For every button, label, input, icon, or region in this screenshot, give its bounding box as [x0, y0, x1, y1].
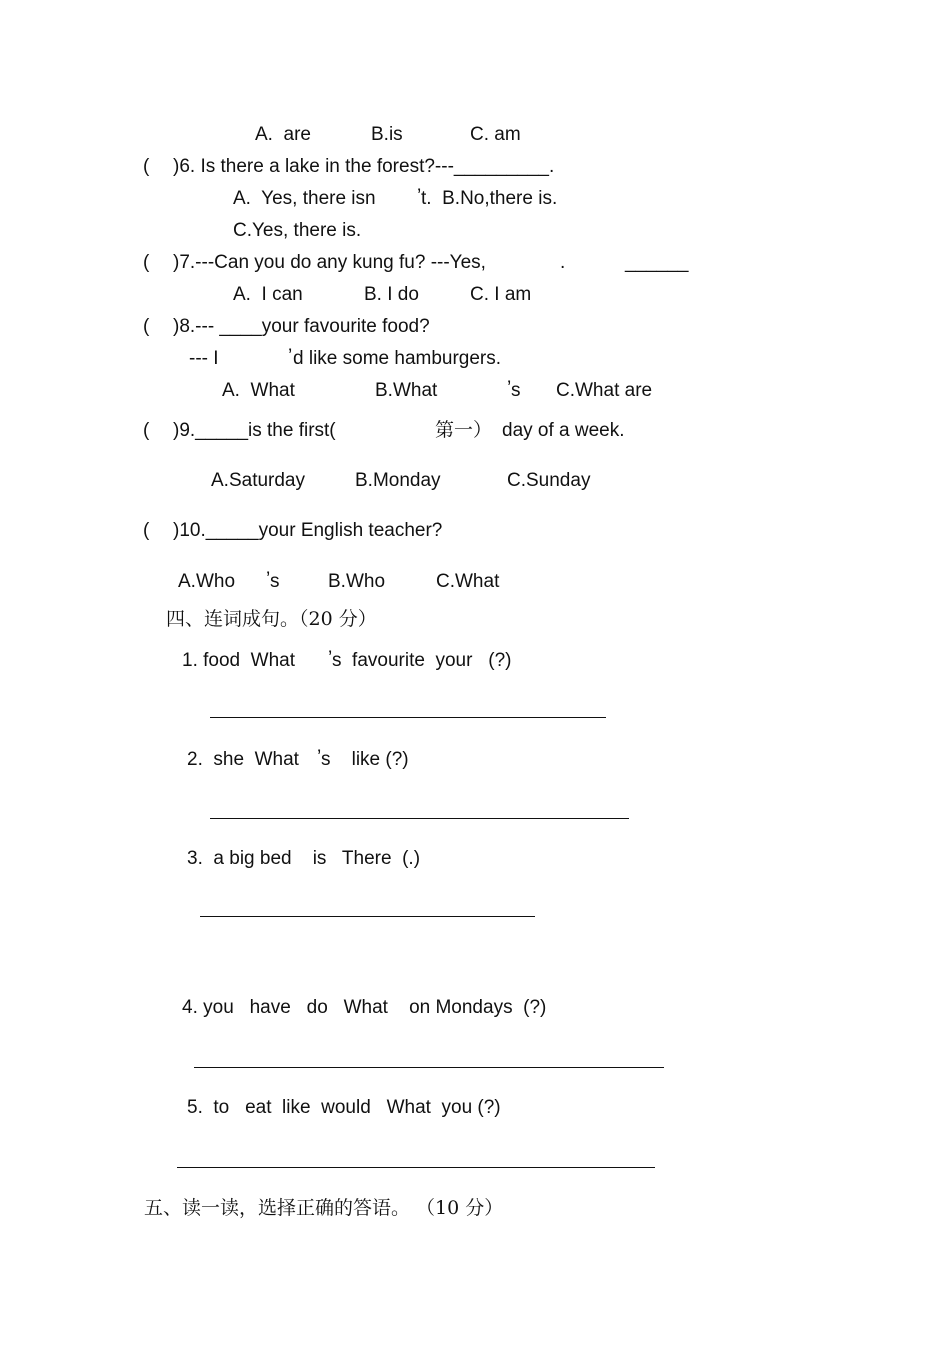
q6-option-b: t. B.No,there is. — [421, 188, 558, 209]
s4-item2-answer-line — [210, 818, 629, 819]
q6-answer-paren: ( — [143, 156, 150, 177]
q6-question: )6. Is there a lake in the forest?---_________. — [173, 156, 555, 177]
s4-item5: 5. to eat like would What you (?) — [187, 1097, 501, 1118]
q8-reply-start: --- I — [189, 348, 219, 369]
q7-blank: ______ — [625, 252, 689, 273]
q7-question: )7.---Can you do any kung fu? ---Yes, — [173, 252, 486, 273]
q9-chinese-gloss: 第一） — [435, 419, 493, 441]
q6-apostrophe: ’ — [417, 186, 422, 207]
q10-option-c: C.What — [436, 571, 500, 592]
section5-heading: 五、读一读，选择正确的答语。 （10 分） — [144, 1197, 504, 1219]
q8-option-c: C.What are — [556, 380, 653, 401]
q8-option-a: A. What — [222, 380, 295, 401]
q8-option-b-end: s — [511, 380, 521, 401]
s4-item2-apostrophe: ’ — [317, 747, 322, 768]
q5-option-c: C. am — [470, 124, 521, 145]
q7-option-c: C. I am — [470, 284, 532, 305]
s4-item3: 3. a big bed is There (.) — [187, 848, 421, 869]
s4-item3-answer-line — [200, 916, 535, 917]
q8-option-b: B.What — [375, 380, 438, 401]
q6-option-c: C.Yes, there is. — [233, 220, 362, 241]
q7-option-a: A. I can — [233, 284, 303, 305]
q9-option-c: C.Sunday — [507, 470, 591, 491]
q9-option-b: B.Monday — [355, 470, 441, 491]
q8-question: )8.--- ____your favourite food? — [173, 316, 430, 337]
s4-item1-start: 1. food What — [182, 650, 296, 671]
q7-option-b: B. I do — [364, 284, 419, 305]
q10-option-a-end: s — [270, 571, 280, 592]
s4-item1-end: s favourite your (?) — [332, 650, 512, 671]
q10-question: )10._____your English teacher? — [173, 520, 443, 541]
q10-answer-paren: ( — [143, 520, 150, 541]
q6-option-a: A. Yes, there isn — [233, 188, 376, 209]
s4-item4-answer-line — [194, 1067, 664, 1068]
q9-question-end: day of a week. — [502, 420, 625, 441]
s4-item1-apostrophe: ’ — [328, 648, 333, 669]
s4-item5-answer-line — [177, 1167, 655, 1168]
s4-item4: 4. you have do What on Mondays (?) — [182, 997, 547, 1018]
q7-answer-paren: ( — [143, 252, 150, 273]
q10-option-a-apostrophe: ’ — [266, 569, 271, 590]
s4-item2-end: s like (?) — [321, 749, 409, 770]
q8-option-b-apostrophe: ’ — [507, 378, 512, 399]
q9-answer-paren: ( — [143, 420, 150, 441]
q5-option-a: A. are — [255, 124, 311, 145]
q9-question: )9._____is the first( — [173, 420, 336, 441]
q7-period: . — [560, 252, 566, 273]
s4-item1-answer-line — [210, 717, 606, 718]
section4-heading: 四、连词成句。（20 分） — [166, 608, 377, 630]
q5-option-b: B.is — [371, 124, 403, 145]
q8-reply-apostrophe: ’ — [288, 346, 293, 367]
q8-answer-paren: ( — [143, 316, 150, 337]
q8-reply-end: d like some hamburgers. — [293, 348, 502, 369]
q10-option-a: A.Who — [178, 571, 236, 592]
q10-option-b: B.Who — [328, 571, 386, 592]
s4-item2-start: 2. she What — [187, 749, 299, 770]
q9-option-a: A.Saturday — [211, 470, 305, 491]
